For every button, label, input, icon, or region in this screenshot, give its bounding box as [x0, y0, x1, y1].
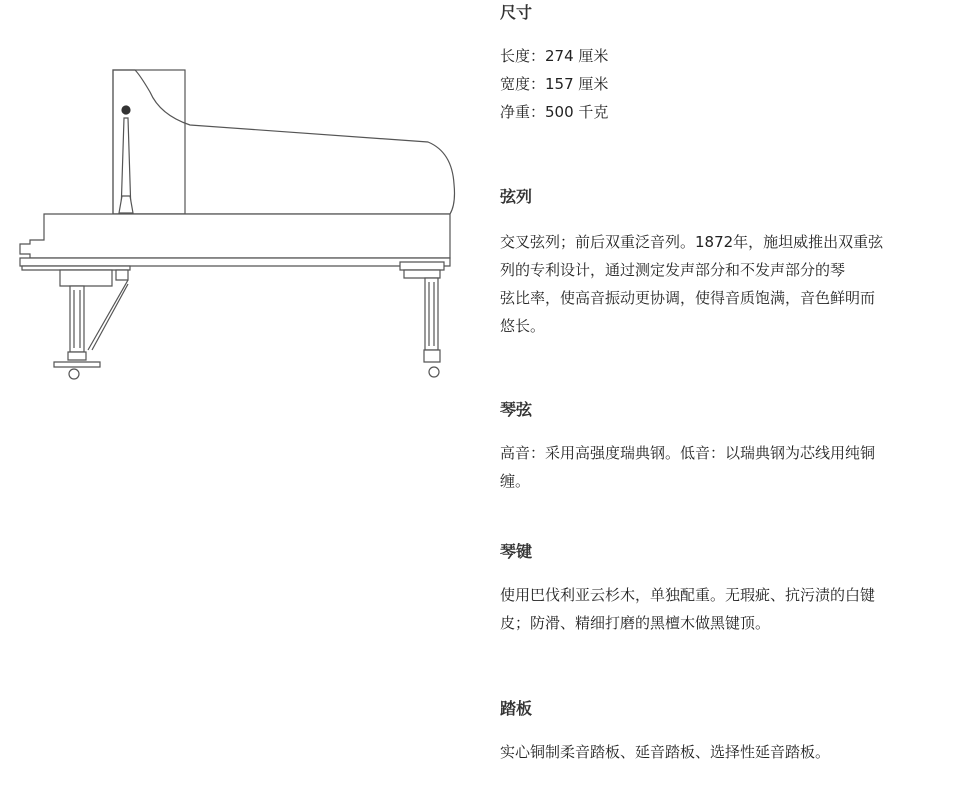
pedals-body: [500, 738, 830, 766]
strings-line: 高音：采用高强度瑞典钢。低音：以瑞典钢为芯线用纯铜: [500, 444, 876, 462]
keys-body: [500, 581, 875, 637]
width-line: 宽度：157 厘米: [500, 75, 609, 93]
dimensions-heading: 尺寸: [500, 3, 533, 22]
dimensions-body: [500, 42, 608, 126]
pedals-section: [500, 697, 830, 766]
keys-line: 使用巴伐利亚云杉木，单独配重。无瑕疵、抗污渍的白键: [500, 586, 876, 604]
string-scale-line: 弦比率，使高音振动更协调，使得音质饱满，音色鲜明而: [500, 289, 876, 307]
grand-piano-side-view-icon: [0, 0, 470, 400]
string-scale-line: 列的专利设计，通过测定发声部分和不发声部分的琴: [500, 261, 846, 279]
pedals-heading: 踏板: [500, 699, 533, 718]
keys-line: 皮；防滑、精细打磨的黑檀木做黑键顶。: [500, 614, 771, 632]
dimensions-section: [500, 1, 608, 126]
pedals-line: 实心铜制柔音踏板、延音踏板、选择性延音踏板。: [500, 743, 831, 761]
piano-illustration: [0, 0, 470, 400]
keys-heading: 琴键: [500, 542, 533, 561]
string-scale-section: [500, 185, 883, 340]
string-scale-line: 交叉弦列；前后双重泛音列。1872年，施坦威推出双重弦: [500, 233, 884, 251]
strings-line: 缠。: [500, 472, 531, 490]
string-scale-line: 悠长。: [500, 317, 546, 335]
length-line: 长度：274 厘米: [500, 47, 609, 65]
weight-line: 净重：500 千克: [500, 103, 609, 121]
string-scale-heading: 弦列: [500, 187, 533, 206]
strings-heading: 琴弦: [500, 400, 533, 419]
keys-section: [500, 540, 875, 637]
string-scale-body: [500, 228, 883, 340]
strings-body: [500, 439, 875, 495]
strings-section: [500, 398, 875, 495]
